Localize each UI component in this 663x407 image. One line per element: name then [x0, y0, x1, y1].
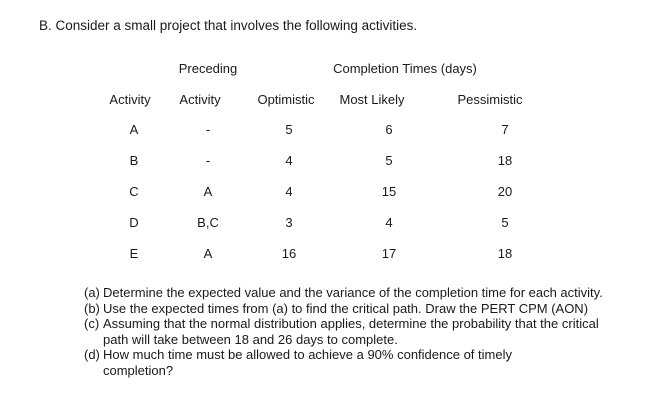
cell-most-likely: 15: [381, 184, 397, 199]
question-text: Use the expected times from (a) to find the critical path. Draw the PERT CPM (AON): [103, 300, 589, 316]
question-label: (a): [84, 285, 100, 300]
question-list: [84, 285, 644, 378]
header-preceding: Preceding: [178, 61, 238, 76]
question-a: [84, 285, 644, 301]
column-header-activity: Activity: [109, 92, 151, 107]
header-completion-times: Completion Times (days): [333, 61, 477, 76]
cell-pessimistic: 18: [497, 246, 513, 261]
column-header-pessimistic: Pessimistic: [457, 92, 523, 107]
cell-pessimistic: 5: [501, 215, 509, 230]
cell-activity: A: [129, 122, 139, 137]
question-label: (c): [84, 316, 100, 331]
cell-most-likely: 5: [385, 153, 393, 168]
cell-preceding: B,C: [197, 215, 219, 230]
cell-preceding: -: [205, 122, 211, 137]
cell-optimistic: 3: [285, 215, 293, 230]
question-text: Assuming that the normal distribution applies, determine the probability that the critical path will take between 18 and 26 days to complete.: [103, 316, 599, 347]
question-b: [84, 301, 644, 317]
cell-activity: E: [129, 246, 139, 261]
question-text: Determine the expected value and the variance of the completion time for each activity.: [103, 285, 603, 300]
cell-optimistic: 4: [285, 184, 293, 199]
question-label: (d): [84, 347, 100, 362]
question-text: How much time must be allowed to achieve a 90% confidence of timely completion?: [103, 347, 512, 378]
cell-pessimistic: 20: [497, 184, 513, 199]
cell-optimistic: 16: [281, 246, 297, 261]
question-c: [84, 316, 644, 347]
cell-activity: C: [129, 184, 139, 199]
cell-preceding: A: [203, 184, 213, 199]
cell-most-likely: 6: [385, 122, 393, 137]
cell-optimistic: 4: [285, 153, 293, 168]
cell-optimistic: 5: [285, 122, 293, 137]
question-d: [84, 347, 644, 378]
cell-preceding: -: [205, 153, 211, 168]
cell-most-likely: 4: [385, 215, 393, 230]
column-header-optimistic: Optimistic: [257, 92, 315, 107]
cell-pessimistic: 7: [501, 122, 509, 137]
cell-activity: B: [129, 153, 139, 168]
question-label: (b): [84, 300, 100, 316]
cell-pessimistic: 18: [497, 153, 513, 168]
column-header-preceding-activity: Activity: [179, 92, 221, 107]
cell-activity: D: [129, 215, 139, 230]
problem-intro: B. Consider a small project that involves the following activities.: [39, 18, 418, 33]
column-header-most-likely: Most Likely: [339, 92, 405, 107]
cell-most-likely: 17: [381, 246, 397, 261]
cell-preceding: A: [203, 246, 213, 261]
